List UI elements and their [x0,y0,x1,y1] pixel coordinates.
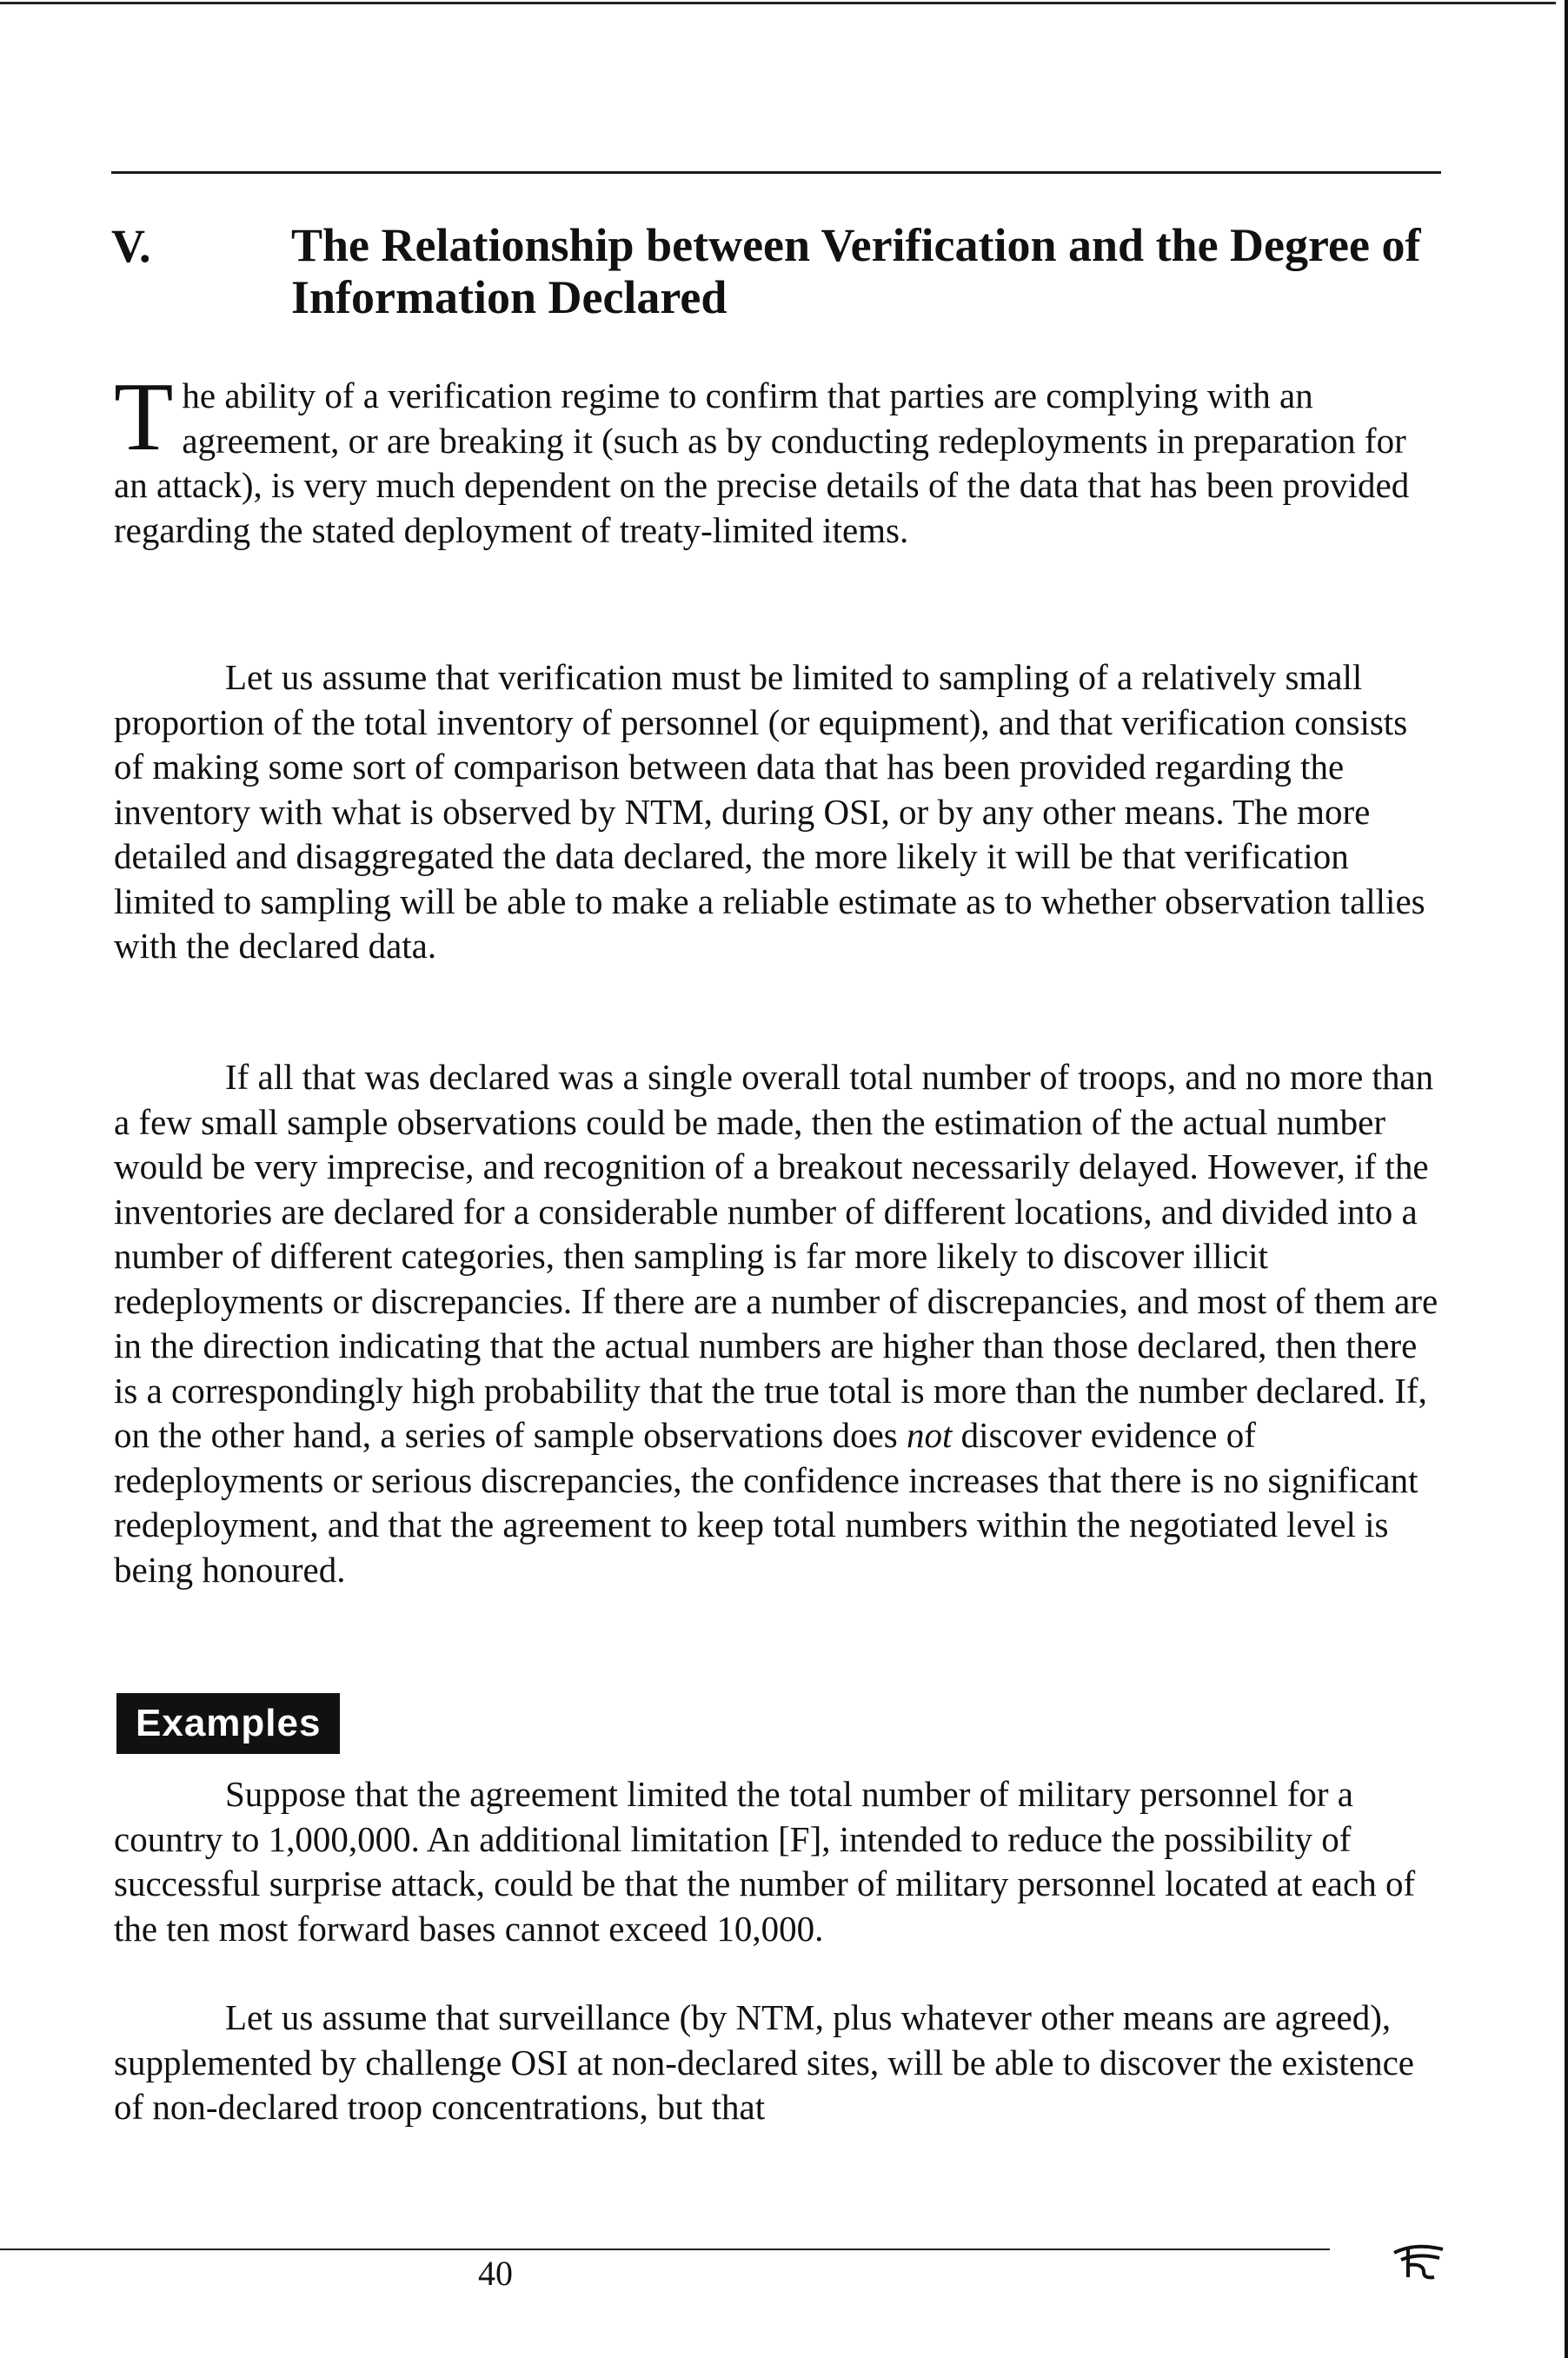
paragraph-text: Suppose that the agreement limited the total number of military personnel for a country to 1,000,000. An additional limitation [F], intended to reduce the possibility of successful surprise attack, could be that the number of military personnel located at each of the ten most forward bases cannot exceed 10,000. [114,1774,1416,1949]
example-paragraph [114,1996,1444,2130]
top-rule [111,171,1441,174]
page-number: 40 [478,2254,513,2293]
example-paragraph [114,1772,1444,1951]
paragraph-text: Let us assume that verification must be limited to sampling of a relatively small proportion of the total inventory of personnel (or equipment), and that verification consists of making some sort of comparison between data that has been provided regarding the inventory with what is observed by NTM, during OSI, or by any other means. The more detailed and disaggregated the data declared, the more likely it will be that verification limited to sampling will be able to make a reliable estimate as to whether observation tallies with the declared data. [114,657,1425,966]
examples-heading: Examples [116,1693,340,1754]
paragraph-sampling [114,655,1444,969]
paragraph-declared-totals [114,1055,1444,1592]
section-number: V. [111,220,151,272]
drop-cap: T [114,363,174,471]
footer-rule [0,2248,1330,2250]
emphasis-not: not [907,1415,953,1455]
paragraph-text-before: If all that was declared was a single overall total number of troops, and no more than a few small sample observations could be made, then the estimation of the actual number would be very imprecise, and recognition of a breakout necessarily delayed. However, if the inventories are declared for a considerable number of different locations, and divided into a number of different categories, then sampling is far more likely to discover illicit redeployments or discrepancies. If there are a number of discrepancies, and most of them are in the direction indicating that the actual numbers are higher than those declared, then there is a correspondingly high probability that the true total is more than the number declared. If, on the other hand, a series of sample observations does [114,1057,1438,1455]
paragraph-text [114,1055,1444,1592]
intro-text: he ability of a verification regime to confirm that parties are complying with an agreement, or are breaking it (such as by conducting redeployments in preparation for an attack), is very much dependent on the precise details of the data that has been provided regarding the stated deployment of treaty-limited items. [114,375,1410,550]
paragraph-text: Let us assume that surveillance (by NTM, plus whatever other means are agreed), supplemented by challenge OSI at non-declared sites, will be able to discover the existence of non-declared troop concentrations, but that [114,1997,1414,2127]
page-right-border [1565,0,1568,2358]
page-top-border [0,2,1556,4]
publisher-logo-icon [1389,2239,1450,2282]
section-title: The Relationship between Verification and the Degree of Information Declared [291,219,1421,323]
paragraph-text-after: discover evidence of redeployments or serious discrepancies, the confidence increases that there is no significant redeployment, and that the agreement to keep total numbers within the negotiated level is being honoured. [114,1415,1419,1590]
intro-paragraph [114,363,1444,553]
